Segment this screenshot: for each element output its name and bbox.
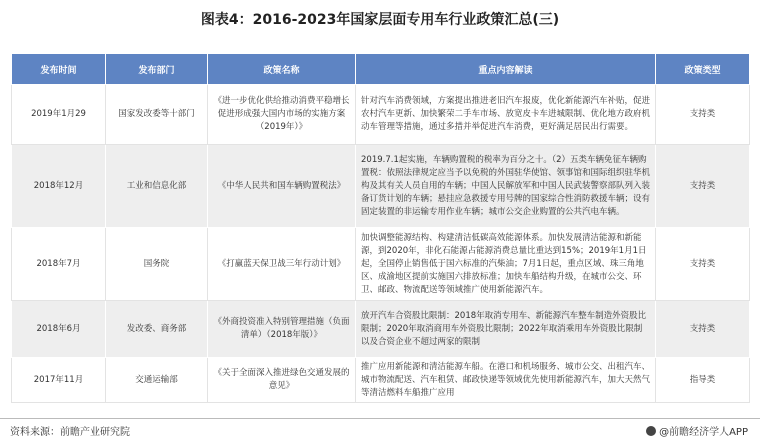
cell-date: 2017年11月 [12, 358, 106, 403]
cell-date: 2018年12月 [12, 145, 106, 228]
cell-department: 国家发改委等十部门 [106, 85, 208, 145]
cell-department: 交通运输部 [106, 358, 208, 403]
cell-content: 针对汽车消费领域，方案提出推进老旧汽车报废，优化新能源汽车补贴，促进农村汽车更新、加快繁荣二手车市场、放宽皮卡车进城限制、优化地方政府机动车管理等措施，通过多措并举促进汽车消费，更好满足居民出行需要。 [356, 85, 656, 145]
header-content: 重点内容解读 [356, 54, 656, 85]
cell-policy: 《外商投资准入特别管理措施（负面清单）（2018年版）》 [208, 301, 356, 358]
table-row [12, 145, 750, 228]
cell-type: 支持类 [656, 85, 750, 145]
cell-department: 工业和信息化部 [106, 145, 208, 228]
cell-policy: 《进一步优化供给推动消费平稳增长促进形成强大国内市场的实施方案（2019年）》 [208, 85, 356, 145]
cell-content: 推广应用新能源和清洁能源车船。在港口和机场服务、城市公交、出租汽车、城市物流配送、汽车租赁、邮政快递等领域优先使用新能源汽车，加大天然气等清洁燃料车船推广应用 [356, 358, 656, 403]
source-note: 资料来源：前瞻产业研究院 [10, 427, 130, 438]
cell-department: 国务院 [106, 228, 208, 301]
cell-date: 2018年7月 [12, 228, 106, 301]
brand-text: @前瞻经济学人APP [659, 427, 748, 438]
cell-content: 2019.7.1起实施，车辆购置税的税率为百分之十。（2）五类车辆免征车辆购置税：依照法律规定应当予以免税的外国驻华使馆、领事馆和国际组织驻华机构及其有关人员自用的车辆；中国人民解放军和中国人民武装警察部队列入装备订货计划的车辆；悬挂应急救援专用号牌的国家综合性消防救援车辆；设有固定装置的非运输专用作业车辆；城市公交企业购置的公共汽电车辆。 [356, 145, 656, 228]
cell-content: 放开汽车合资股比限制：2018年取消专用车、新能源汽车整车制造外资股比限制；2020年取消商用车外资股比限制；2022年取消乘用车外资股比限制以及合资企业不超过两家的限制 [356, 301, 656, 358]
footer-divider [0, 418, 760, 419]
cell-type: 支持类 [656, 301, 750, 358]
header-date: 发布时间 [12, 54, 106, 85]
cell-date: 2018年6月 [12, 301, 106, 358]
header-policy: 政策名称 [208, 54, 356, 85]
cell-department: 发改委、商务部 [106, 301, 208, 358]
table-row [12, 301, 750, 358]
chart-title: 图表4：2016-2023年国家层面专用车行业政策汇总(三) [200, 12, 560, 28]
cell-content: 加快调整能源结构、构建清洁低碳高效能源体系。加快发展清洁能源和新能源，到2020年，非化石能源占能源消费总量比重达到15%；2019年1月1日起，全国停止销售低于国六标准的汽柴油；7月1日起，重点区域、珠三角地区、成渝地区提前实施国六排放标准；加快车船结构升级，在城市公交、环卫、邮政、物流配送等领域推广使用新能源汽车。 [356, 228, 656, 301]
cell-policy: 《打赢蓝天保卫战三年行动计划》 [208, 228, 356, 301]
cell-policy: 《中华人民共和国车辆购置税法》 [208, 145, 356, 228]
cell-policy: 《关于全面深入推进绿色交通发展的意见》 [208, 358, 356, 403]
table-row [12, 85, 750, 145]
table-header-row [12, 54, 750, 85]
cell-type: 支持类 [656, 145, 750, 228]
brand-logo-icon [646, 426, 656, 436]
table-row [12, 358, 750, 403]
cell-date: 2019年1月29 [12, 85, 106, 145]
header-department: 发布部门 [106, 54, 208, 85]
brand-credit [646, 423, 748, 438]
cell-type: 指导类 [656, 358, 750, 403]
cell-type: 支持类 [656, 228, 750, 301]
header-type: 政策类型 [656, 54, 750, 85]
table-row [12, 228, 750, 301]
policy-table [11, 53, 749, 403]
